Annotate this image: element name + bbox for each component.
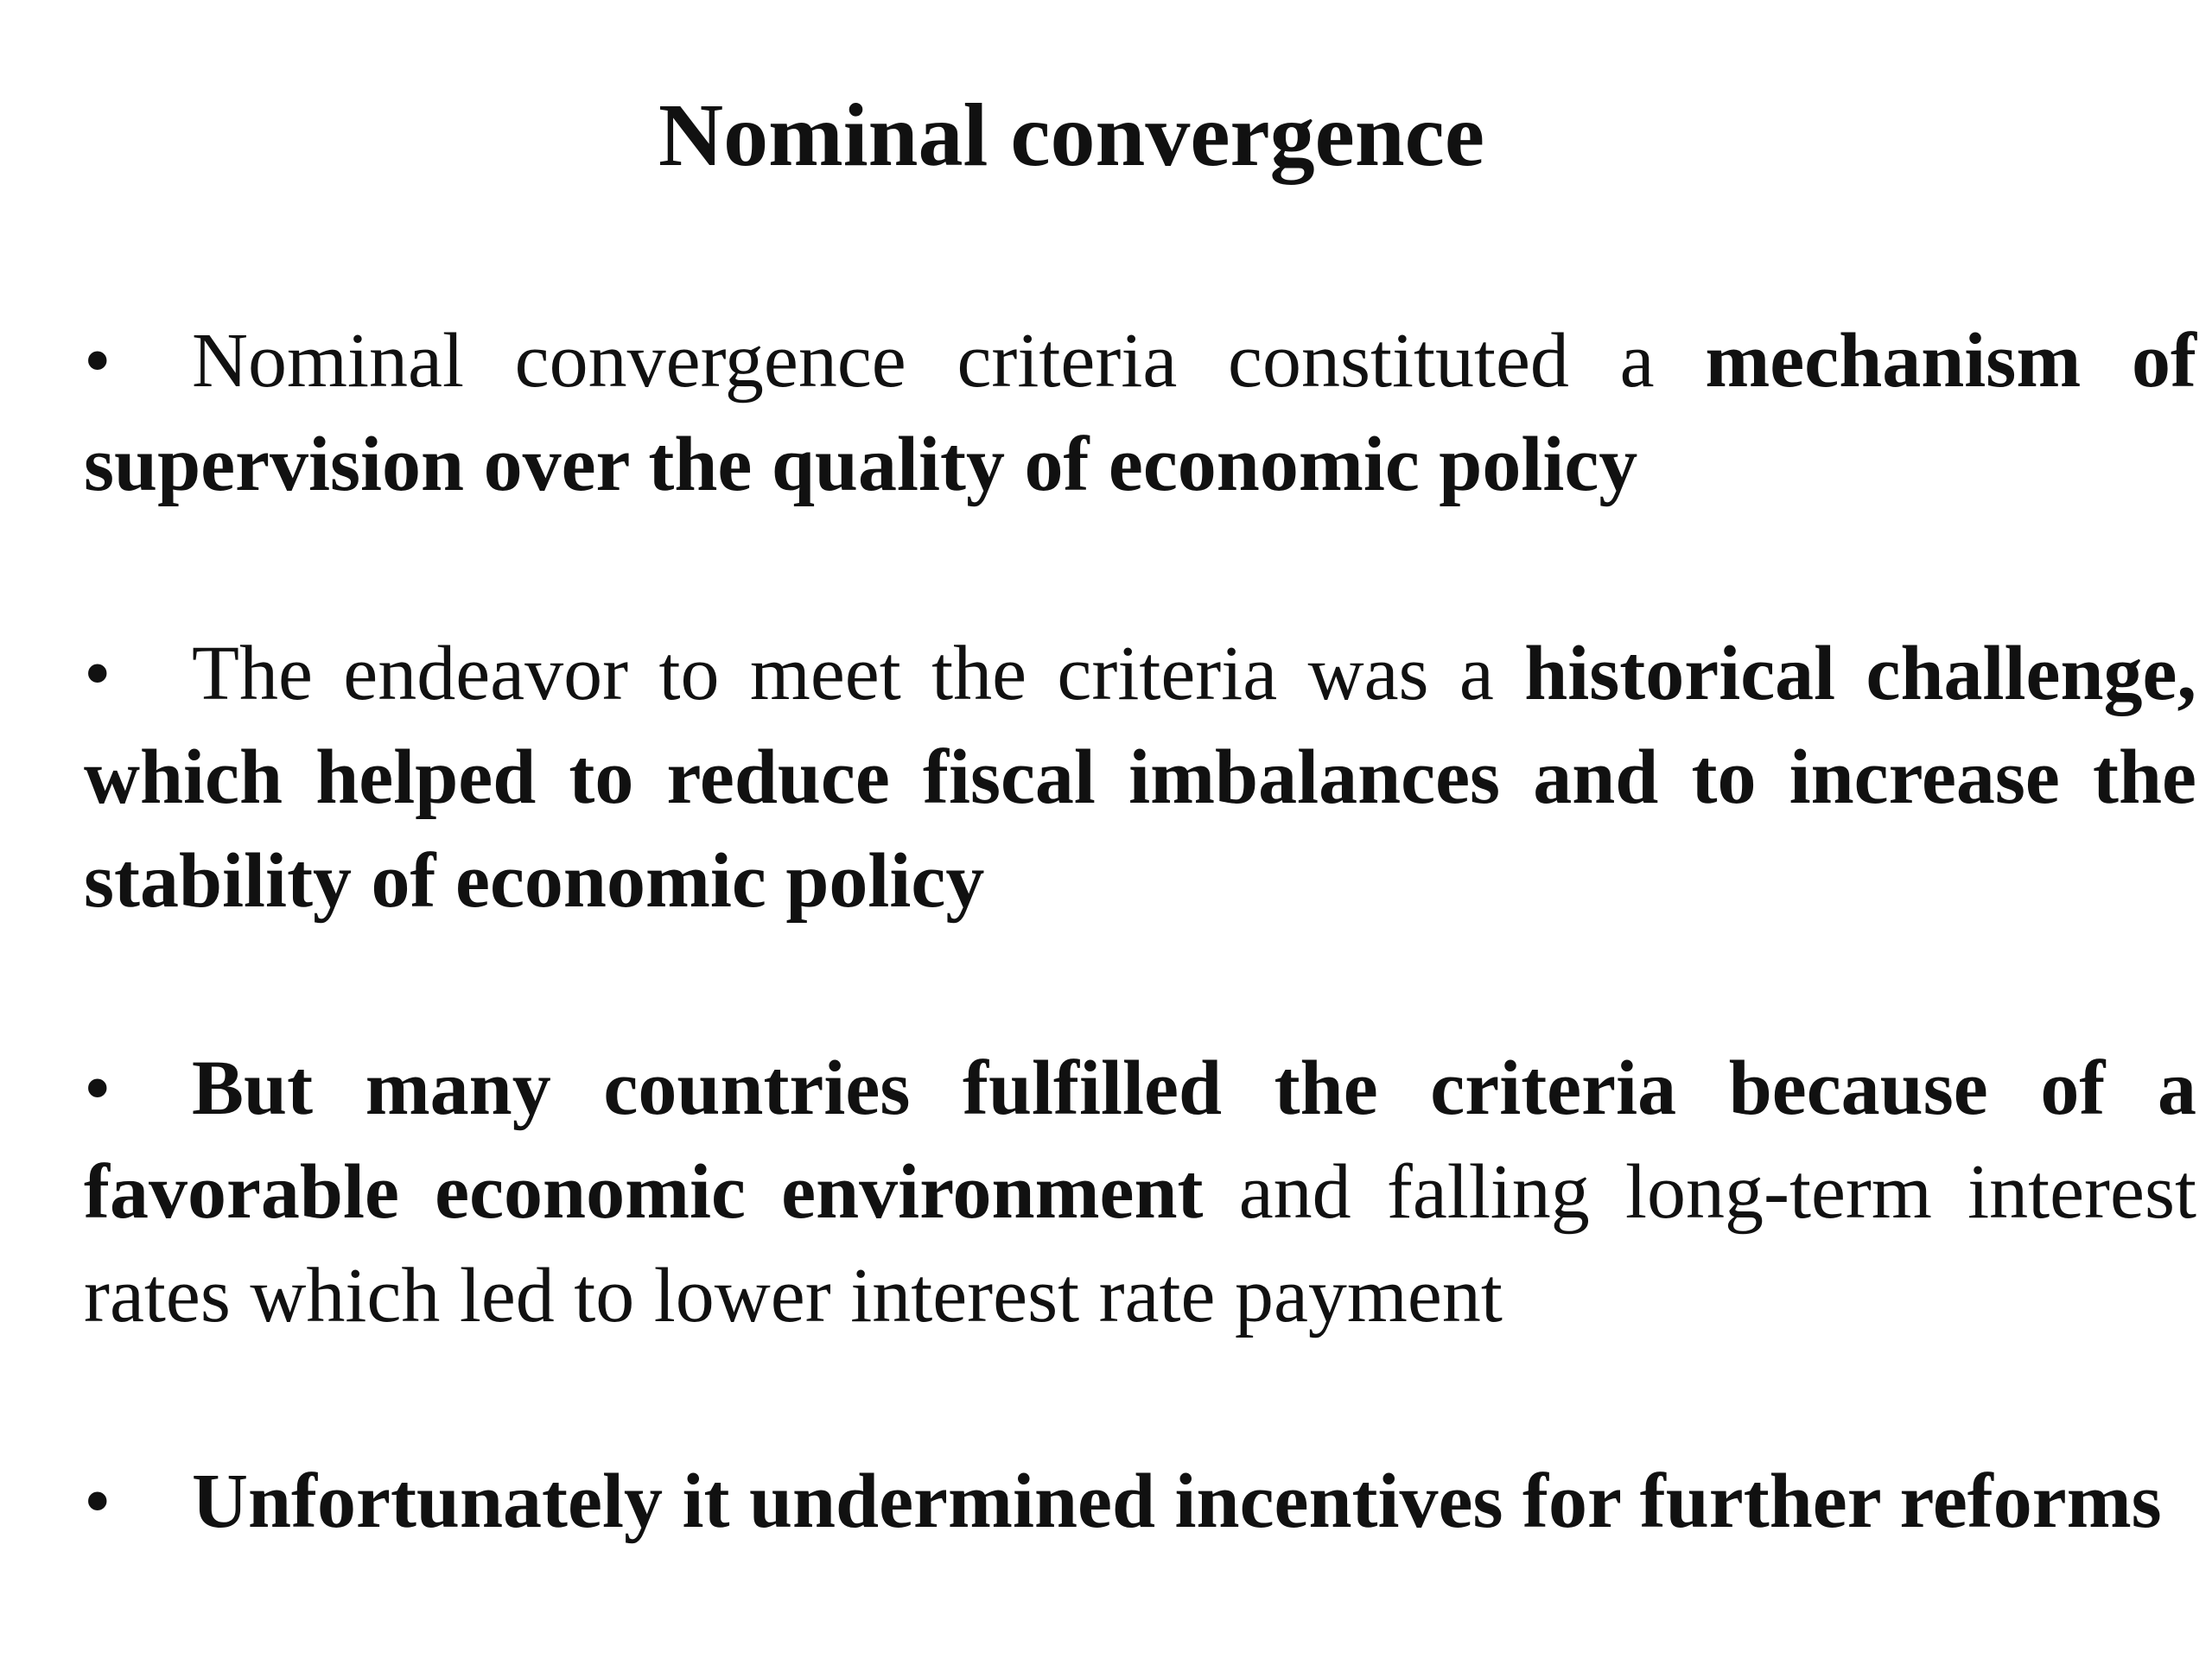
bullet-text-plain: Nominal convergence criteria constituted a [192, 318, 1706, 404]
bullet-dot-icon: • [84, 318, 111, 404]
bullet-text-plain: and falling long-term interest rates which led to lower interest rate payment [84, 1149, 2196, 1338]
bullet-item-favorable-environment [84, 1037, 2196, 1348]
slide-title: Nominal convergence [658, 86, 1484, 185]
bullet-text-plain: The endeavor to meet the criteria was a [192, 631, 1525, 716]
bullet-text-bold: But many countries fulfilled the criteria because of a favorable economic environment [84, 1046, 2196, 1235]
bullet-item-incentives [84, 1450, 2196, 1554]
bullet-text-bold: Unfortunately it undermined incentives for further reforms [192, 1459, 2162, 1544]
bullet-dot-icon: • [84, 1459, 111, 1544]
bullet-text-bold: historical challenge, which helped to reduce fiscal imbalances and to increase the stability of economic policy [84, 631, 2196, 924]
bullet-item-historical-challenge [84, 622, 2196, 933]
bullet-dot-icon: • [84, 1046, 111, 1131]
bullet-text-bold: mechanism of supervision over the quality of economic policy [84, 318, 2196, 507]
bullet-item-supervision [84, 309, 2196, 517]
bullet-dot-icon: • [84, 631, 111, 716]
